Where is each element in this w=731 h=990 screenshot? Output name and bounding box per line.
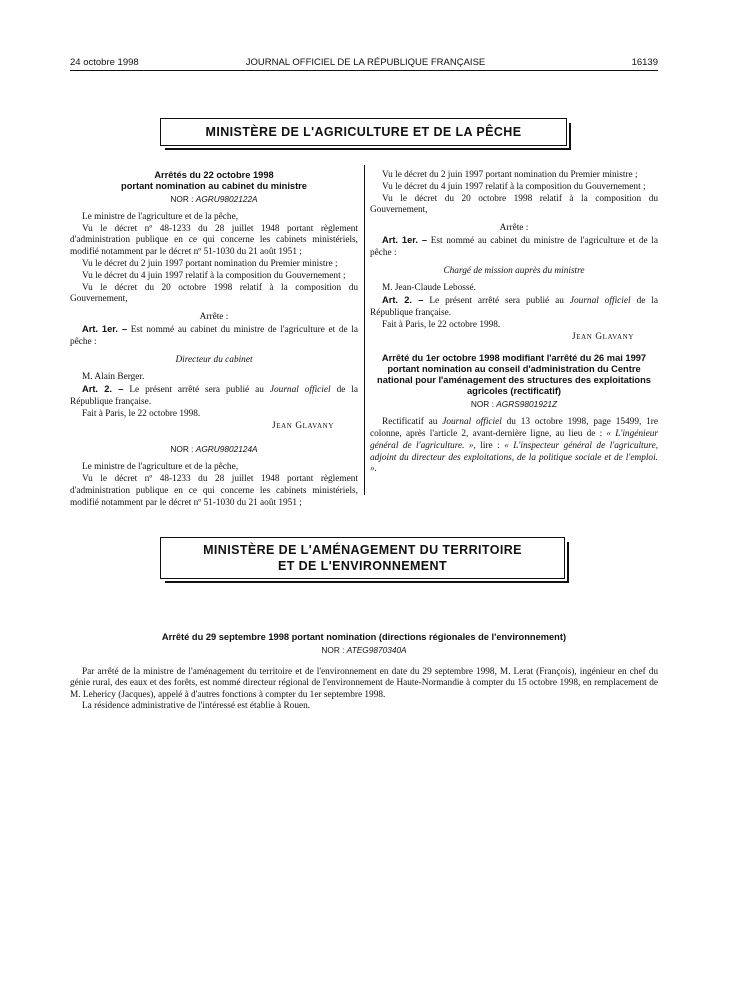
rectificatif-title: Arrêté du 1er octobre 1998 modifiant l'arrêté du 26 mai 1997 portant nomination au conseil d'administration du Centre national pour l'aménagement des structures des exploitations agricoles (rectificatif)	[377, 353, 651, 397]
role-text: Chargé de mission auprès du ministre	[443, 265, 585, 276]
minister-intro: Le ministre de l'agriculture et de la pêche,	[82, 211, 239, 222]
article-2	[70, 384, 358, 409]
article-text: de la République française.	[70, 385, 359, 407]
rectificatif-part: du 13 octobre 1998, page 15499, 1re colonne, après l'article 2, avant-dernière ligne, au lieu de :	[370, 417, 658, 439]
nor-label: NOR :	[321, 645, 345, 655]
vu-decree-gouvernement: Vu le décret du 4 juin 1997 relatif à la composition du Gouvernement ;	[82, 270, 346, 281]
article-label: Art. 2. –	[82, 384, 124, 395]
role-title	[70, 355, 358, 367]
article-text: Le présent arrêté sera publié au	[129, 385, 264, 396]
journal-name: Journal officiel	[269, 385, 331, 396]
role-title	[370, 266, 658, 278]
column-divider	[364, 165, 365, 495]
vu-decree-1948: Vu le décret nº 48-1233 du 28 juillet 1948 portant règlement d'administration publique en ce qui concerne les cabinets ministériels, modifié notamment par le décret nº 51-1030 du 21 août 1951 ;	[70, 223, 358, 258]
vu-decree-composition: Vu le décret du 20 octobre 1998 relatif à la composition du Gouvernement,	[370, 193, 658, 216]
decree-subtitle: portant nomination au cabinet du ministre	[121, 181, 307, 191]
rectificatif-part: lire :	[480, 440, 500, 451]
right-column	[370, 170, 658, 476]
done-at: Fait à Paris, le 22 octobre 1998.	[382, 319, 501, 330]
article-label: Art. 1er. –	[382, 234, 428, 245]
nor-code: AGRU9802124A	[195, 444, 258, 455]
done-at: Fait à Paris, le 22 octobre 1998.	[82, 408, 201, 419]
ministry-environment-heading	[160, 537, 565, 579]
nor-label: NOR :	[170, 194, 194, 204]
rectificatif-quote: « L'inspecteur général de l'agriculture, adjoint du directeur des exploitations, de la politique sociale et de l'emploi. ».	[370, 440, 659, 475]
header-date: 24 octobre 1998	[70, 57, 139, 68]
vu-decree-premier: Vu le décret du 2 juin 1997 portant nomination du Premier ministre ;	[82, 258, 338, 269]
appointee-name: M. Jean-Claude Lebossé.	[382, 283, 476, 294]
header-journal-title: JOURNAL OFFICIEL DE LA RÉPUBLIQUE FRANÇAISE	[245, 57, 486, 68]
ministry-agriculture-heading	[160, 118, 567, 146]
header-rule	[70, 70, 658, 71]
arrete-label: Arrête :	[199, 312, 229, 323]
header-page-number: 16139	[631, 57, 658, 68]
article-text: Le présent arrêté sera publié au	[429, 296, 564, 307]
minister-intro: Le ministre de l'agriculture et de la pêche,	[82, 462, 239, 473]
nor-reference	[70, 645, 658, 657]
article-1	[70, 324, 358, 349]
rectificatif-text	[370, 417, 658, 476]
article-label: Art. 1er. –	[82, 323, 128, 334]
decree-title: Arrêté du 29 septembre 1998 portant nomination (directions régionales de l'environnement)	[161, 632, 567, 642]
nor-label: NOR :	[170, 444, 194, 455]
decree-title: Arrêtés du 22 octobre 1998	[154, 170, 274, 180]
rectificatif-part: Rectificatif au	[382, 417, 438, 428]
decree-paragraph: Par arrêté de la ministre de l'aménagement du territoire et de l'environnement en date du 29 septembre 1998, M. Lerat (François), ingénieur en chef du génie rural, des eaux et des forêts, est nommé directeur régional de l'environnement de Haute-Normandie à compter du 15 octobre 1998, en remplacement de M. Lehericy (Jacques), appelé à d'autres fonctions à compter du 1er septembre 1998.	[70, 666, 658, 700]
decree-paragraph-residence: La résidence administrative de l'intéressé est établie à Rouen.	[82, 701, 311, 712]
nor-label: NOR :	[470, 399, 494, 410]
nor-code: ATEG9870340A	[346, 645, 407, 655]
role-text: Directeur du cabinet	[175, 354, 253, 365]
nor-reference	[70, 444, 358, 456]
signature: Jean Glavany	[272, 420, 334, 431]
rectificatif-quote: « L'ingénieur général de l'agriculture. »,	[370, 428, 658, 451]
article-1	[370, 235, 658, 260]
signature: Jean Glavany	[572, 331, 634, 342]
nor-reference	[370, 399, 658, 411]
ministry-environment-title-line2: ET DE L'ENVIRONNEMENT	[277, 559, 448, 573]
article-text: Est nommé au cabinet du ministre de l'agriculture et de la pêche :	[70, 324, 358, 347]
left-column	[70, 170, 358, 509]
ministry-agriculture-title: MINISTÈRE DE L'AGRICULTURE ET DE LA PÊCHE	[205, 125, 522, 139]
nor-reference	[70, 194, 358, 206]
article-2	[370, 295, 658, 320]
journal-name: Journal officiel	[569, 296, 631, 307]
environment-decree	[70, 632, 658, 713]
vu-decree-premier: Vu le décret du 2 juin 1997 portant nomination du Premier ministre ;	[382, 170, 638, 180]
vu-decree-composition: Vu le décret du 20 octobre 1998 relatif à la composition du Gouvernement,	[70, 282, 358, 305]
article-text: Est nommé au cabinet du ministre de l'agriculture et de la pêche :	[370, 235, 658, 258]
nor-code: AGRS9801921Z	[496, 399, 558, 410]
nor-code: AGRU9802122A	[195, 194, 258, 204]
ministry-environment-title-line1: MINISTÈRE DE L'AMÉNAGEMENT DU TERRITOIRE	[203, 543, 522, 557]
journal-name: Journal officiel	[442, 417, 502, 428]
article-label: Art. 2. –	[382, 295, 424, 306]
arrete-label: Arrête :	[499, 223, 529, 234]
vu-decree-1948: Vu le décret nº 48-1233 du 28 juillet 1948 portant règlement d'administration publique en ce qui concerne les cabinets ministériels, modifié notamment par le décret nº 51-1030 du 21 août 1951 ;	[70, 473, 358, 508]
vu-decree-gouvernement: Vu le décret du 4 juin 1997 relatif à la composition du Gouvernement ;	[382, 181, 646, 192]
appointee-name: M. Alain Berger.	[82, 372, 145, 383]
article-text: de la République française.	[370, 296, 659, 318]
